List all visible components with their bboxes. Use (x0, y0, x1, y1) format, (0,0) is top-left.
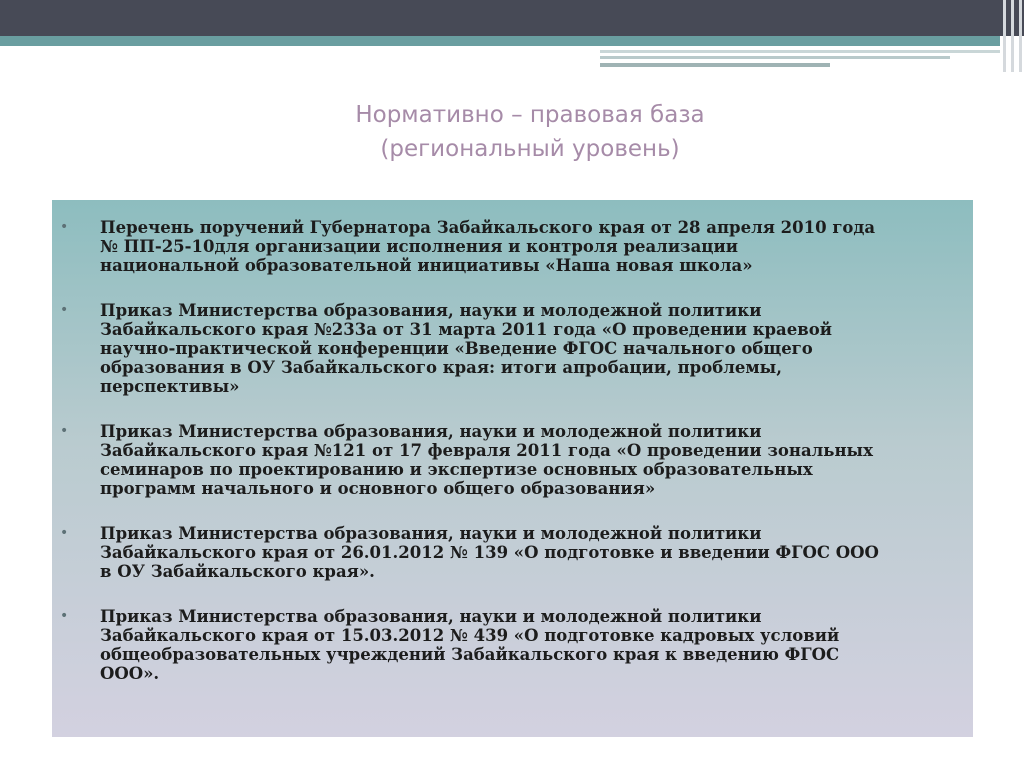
bullet-icon: • (60, 219, 69, 235)
accent-line (600, 63, 830, 67)
decorative-rule (1019, 0, 1022, 72)
list-item-text: Приказ Министерства образования, науки и молодежной политики Забайкальского края от 15.03.2012 № 439 «О подготовке кадровых условий общеобразовательных учреждений Забайкальского края к введению ФГОС ООО». (100, 607, 840, 683)
document-list (52, 218, 973, 709)
list-item (52, 607, 973, 683)
bullet-icon: • (60, 423, 69, 439)
accent-line (600, 50, 1000, 53)
bullet-icon: • (60, 608, 69, 624)
bullet-icon: • (60, 525, 69, 541)
decorative-rule (1003, 0, 1006, 72)
top-decorative-bar (0, 0, 1024, 36)
list-item (52, 422, 973, 498)
title-line-2: (региональный уровень) (380, 136, 680, 162)
list-item (52, 301, 973, 396)
list-item-text: Приказ Министерства образования, науки и молодежной политики Забайкальского края №233а от 31 марта 2011 года «О проведении краевой научно-практической конференции «Введение ФГОС начального общего образования в ОУ Забайкальского края: итоги апробации, проблемы, перспективы» (100, 301, 832, 396)
content-box (52, 200, 973, 737)
slide-title (0, 98, 1024, 166)
list-item (52, 218, 973, 275)
title-line-1: Нормативно – правовая база (355, 102, 705, 128)
bullet-icon: • (60, 302, 69, 318)
accent-stripe (0, 36, 1000, 46)
decorative-rule (1011, 0, 1014, 72)
accent-line (600, 56, 950, 59)
list-item (52, 524, 973, 581)
right-decorative-rules (998, 0, 1022, 72)
list-item-text: Перечень поручений Губернатора Забайкальского края от 28 апреля 2010 года № ПП-25-10для организации исполнения и контроля реализации национальной образовательной инициативы «Наша новая школа» (100, 218, 876, 275)
list-item-text: Приказ Министерства образования, науки и молодежной политики Забайкальского края №121 от 17 февраля 2011 года «О проведении зональных семинаров по проектированию и экспертизе основных образовательных программ начального и основного общего образования» (100, 422, 873, 498)
list-item-text: Приказ Министерства образования, науки и молодежной политики Забайкальского края от 26.01.2012 № 139 «О подготовке и введении ФГОС ООО в ОУ Забайкальского края». (100, 524, 879, 581)
